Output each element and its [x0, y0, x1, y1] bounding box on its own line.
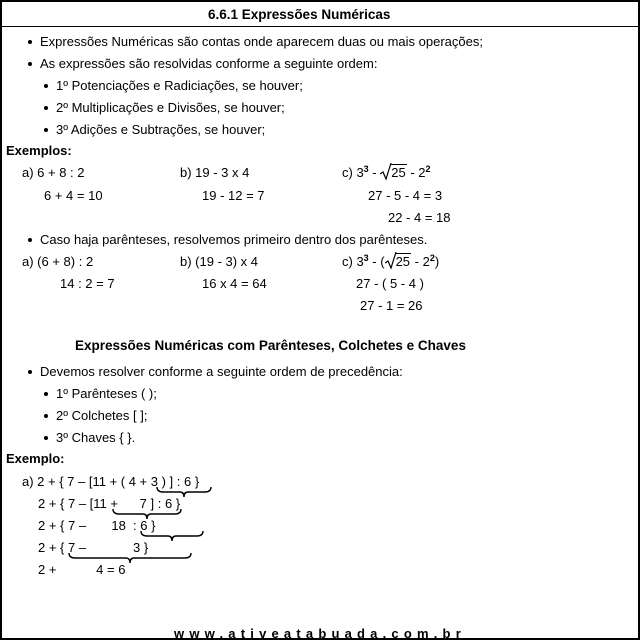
example-step-2: 2 + { 7 – [11 + 7 ] : 6 }	[38, 496, 181, 511]
intro-bullet-2: As expressões são resolvidas conforme a seguinte ordem:	[28, 56, 377, 71]
example1-a-line1: a) 6 + 8 : 2	[22, 165, 85, 180]
precedence-item-3: 3º Chaves { }.	[44, 430, 135, 445]
example-heading: Exemplo:	[6, 451, 65, 466]
example1-c-line2: 27 - 5 - 4 = 3	[368, 188, 443, 203]
square-root-symbol: 25	[380, 165, 406, 180]
example1-a-line2: 6 + 4 = 10	[44, 188, 103, 203]
intro-bullet-1: Expressões Numéricas são contas onde aparecem duas ou mais operações;	[28, 34, 483, 49]
example2-b-line1: b) (19 - 3) x 4	[180, 254, 259, 269]
order-item-3: 3º Adições e Subtrações, se houver;	[44, 122, 265, 137]
example2-a-line1: a) (6 + 8) : 2	[22, 254, 94, 269]
example2-b-line2: 16 x 4 = 64	[202, 276, 267, 291]
example2-c-line2: 27 - ( 5 - 4 )	[356, 276, 424, 291]
title-divider	[2, 26, 638, 27]
example-step-1: a) 2 + { 7 – [11 + ( 4 + 3 ) ] : 6 }	[22, 474, 200, 489]
example1-b-line1: b) 19 - 3 x 4	[180, 165, 250, 180]
example-step-5: 2 + 4 = 6	[38, 562, 126, 577]
underbrace-1	[156, 486, 212, 498]
example1-c-line1: c) $3^3$ - $25 - 2^2$	[342, 164, 431, 180]
square-root-symbol: 25	[385, 254, 411, 269]
parentheses-note: Caso haja parênteses, resolvemos primeiro dentro dos parênteses.	[28, 232, 427, 247]
examples-heading: Exemplos:	[6, 143, 72, 158]
example-step-4: 2 + { 7 – 3 }	[38, 540, 149, 555]
underbrace-2	[112, 508, 182, 520]
order-item-1: 1º Potenciações e Radiciações, se houver;	[44, 78, 303, 93]
example-step-3: 2 + { 7 – 18 : 6 }	[38, 518, 156, 533]
footer-website: www.ativeatabuada.com.br	[174, 626, 466, 641]
precedence-item-1: 1º Parênteses ( );	[44, 386, 157, 401]
example2-c-line3: 27 - 1 = 26	[360, 298, 423, 313]
underbrace-3	[140, 530, 204, 542]
example2-a-line2: 14 : 2 = 7	[60, 276, 115, 291]
precedence-item-2: 2º Colchetes [ ];	[44, 408, 147, 423]
order-item-2: 2º Multiplicações e Divisões, se houver;	[44, 100, 285, 115]
precedence-intro: Devemos resolver conforme a seguinte ordem de precedência:	[28, 364, 403, 379]
example1-b-line2: 19 - 12 = 7	[202, 188, 265, 203]
page-title: 6.6.1 Expressões Numéricas	[208, 7, 391, 22]
underbrace-4	[68, 552, 192, 564]
example2-c-line1: c) $3^3$ - ( $25 - 2^2$)	[342, 253, 440, 269]
example1-c-line3: 22 - 4 = 18	[388, 210, 451, 225]
section-title: Expressões Numéricas com Parênteses, Colchetes e Chaves	[75, 338, 466, 353]
